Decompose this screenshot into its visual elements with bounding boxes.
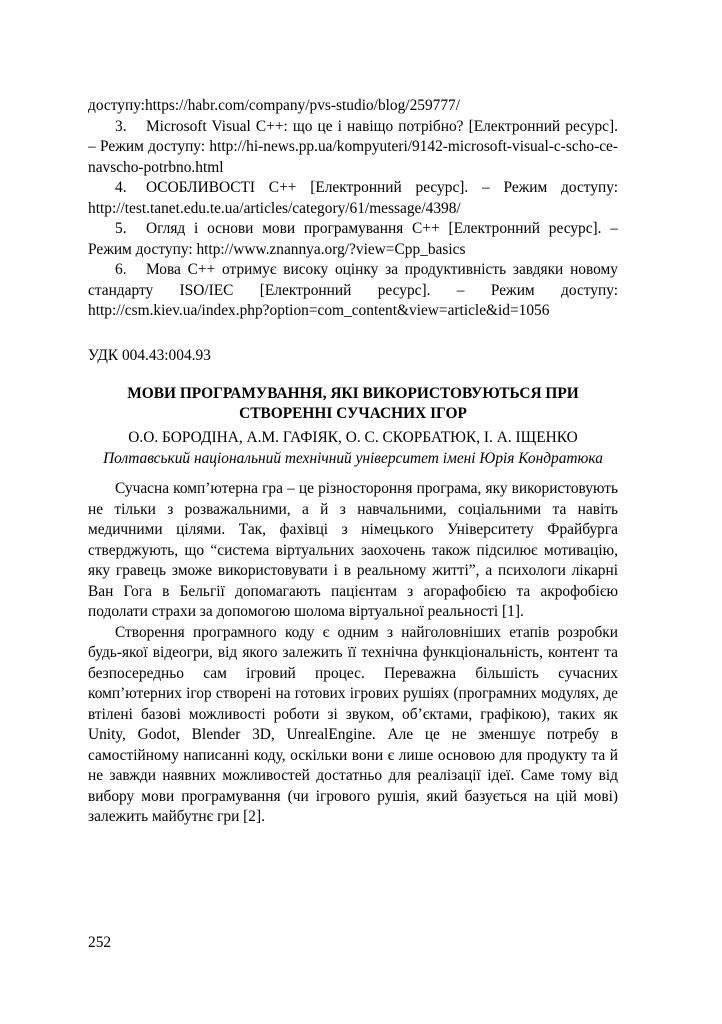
reference-item-4 <box>88 178 618 219</box>
reference-number: 4. <box>115 179 127 196</box>
reference-item-6 <box>88 260 618 322</box>
reference-continuation: доступу:https://habr.com/company/pvs-studio/blog/259777/ <box>88 97 461 114</box>
reference-item-5 <box>88 219 618 260</box>
udk-code: УДК 004.43:004.93 <box>88 346 211 364</box>
article-authors: О.О. БОРОДІНА, А.М. ГАФІЯК, О. С. СКОРБАТЮК, І. А. ІЩЕНКО <box>128 429 578 446</box>
article-affiliation: Полтавський національний технічний університет імені Юрія Кондратюка <box>103 449 603 467</box>
reference-item-3 <box>88 117 618 179</box>
body-paragraph: Сучасна комп’ютерна гра – це різностороння програма, яку використовують не тільки з розважальними, а й з навчальними, соціальними та навіть медичними цілями. Так, фахівці з німецького Університету Фрайбурга стверджують, що “система віртуальних заохочень також підсилює мотивацію, яку гравець зможе використовувати і в реальному житті”, а психологи лікарні Ван Гога в Бельгії допомагають пацієнтам з агорафобією та акрофобією подолати страхи за допомогою шолома віртуальної реальності [1]. <box>88 480 618 620</box>
page-number: 252 <box>88 934 112 951</box>
reference-number: 3. <box>115 117 127 135</box>
body-paragraph: Створення програмного коду є одним з найголовніших етапів розробки будь-якої відеогри, від якого залежить її технічна функціональність, контент та безпосередньо сам ігровий процес. Переважна більшість сучасних комп’ютерних ігор створені на готових ігрових рушіях (програмних модулях, де втілені базові можливості роботи зі звуком, об’єктами, графікою), таких як Unity, Godot, Blender 3D, UnrealEngine. Але це не зменшує потребу в самостійному написанні коду, оскільки вони є лише основою для продукту та й не завжди наявних можливостей достатньо для реалізації ідеї. Саме тому від вибору мови програмування (чи ігрового рушія, який базується на цій мові) залежить майбутнє гри [2]. <box>88 623 618 825</box>
reference-text: ОСОБЛИВОСТІ С++ [Електронний ресурс]. – Режим доступу: http://test.tanet.edu.te.ua/articles/category/61/message/4398/ <box>88 179 618 217</box>
reference-text: Огляд і основи мови програмування С++ [Електронний ресурс]. – Режим доступу: http://www.znannya.org/?view=Cpp_basics <box>88 220 618 258</box>
reference-text: Мова C++ отримує високу оцінку за продуктивність завдяки новому стандарту ISO/IEC [Електронний ресурс]. – Режим доступу: http://csm.kiev.ua/index.php?option=com_content&view=article&id=1056 <box>88 261 618 319</box>
article-title: МОВИ ПРОГРАМУВАННЯ, ЯКІ ВИКОРИСТОВУЮТЬСЯ ПРИ СТВОРЕННІ СУЧАСНИХ ІГОР <box>127 385 579 422</box>
reference-number: 6. <box>115 261 127 278</box>
document-page <box>88 96 618 828</box>
reference-number: 5. <box>115 220 127 237</box>
reference-text: Microsoft Visual C++: що це і навіщо потрібно? [Електронний ресурс]. – Режим доступу: http://hi-news.pp.ua/kompyuteri/9142-microsoft-visual-c-scho-ce-navscho-potrbno.html <box>88 117 618 176</box>
